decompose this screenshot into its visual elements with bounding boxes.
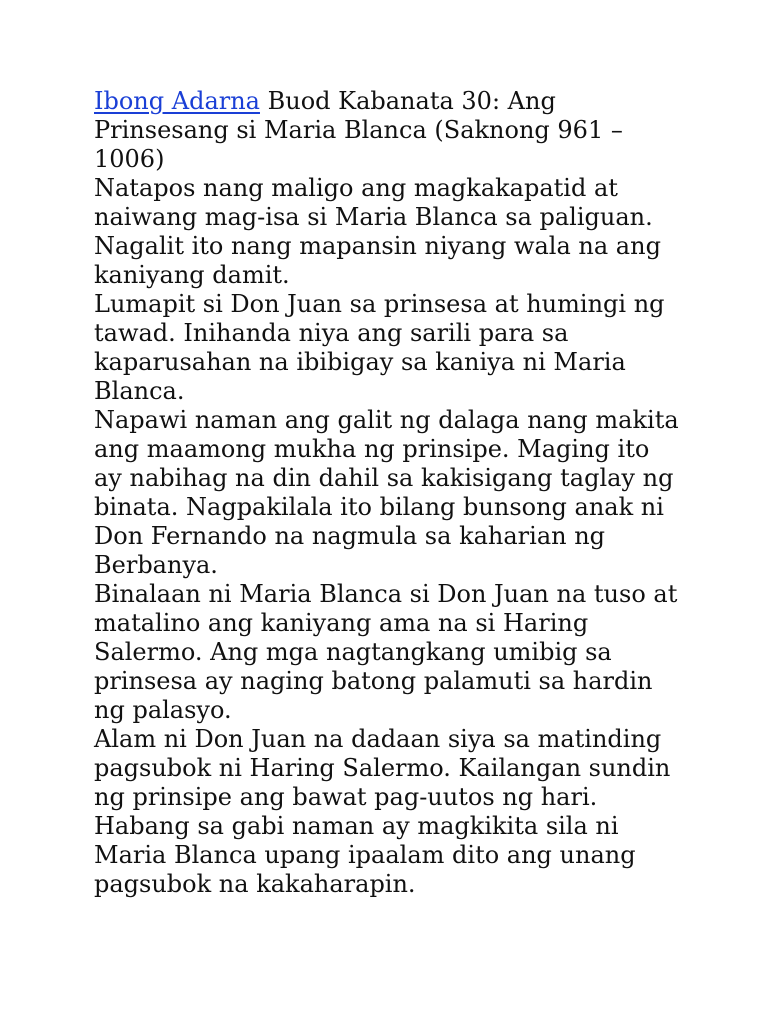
title-text: Buod Kabanata 30: Ang Prinsesang si Maria Blanca (Saknong 961 – 1006) [94, 87, 623, 173]
paragraph-5: Alam ni Don Juan na dadaan siya sa matinding pagsubok ni Haring Salermo. Kailangan sundin ng prinsipe ang bawat pag-uutos ng hari. [94, 725, 671, 811]
paragraph-4: Binalaan ni Maria Blanca si Don Juan na tuso at matalino ang kaniyang ama na si Haring Salermo. Ang mga nagtangkang umibig sa prinsesa ay naging batong palamuti sa hardin ng palasyo. [94, 580, 678, 724]
paragraph-6: Habang sa gabi naman ay magkikita sila ni Maria Blanca upang ipaalam dito ang unang pagsubok na kakaharapin. [94, 812, 636, 898]
document-body [94, 87, 684, 899]
document-title [94, 87, 684, 174]
paragraph-2: Lumapit si Don Juan sa prinsesa at humingi ng tawad. Inihanda niya ang sarili para sa kaparusahan na ibibigay sa kaniya ni Maria Blanca. [94, 290, 665, 405]
paragraph-3: Napawi naman ang galit ng dalaga nang makita ang maamong mukha ng prinsipe. Maging ito ay nabihag na din dahil sa kakisigang taglay ng binata. Nagpakilala ito bilang bunsong anak ni Don Fernando na nagmula sa kaharian ng Berbanya. [94, 406, 679, 579]
ibong-adarna-link[interactable]: Ibong Adarna [94, 87, 260, 115]
paragraph-1: Natapos nang maligo ang magkakapatid at naiwang mag-isa si Maria Blanca sa paliguan. Nagalit ito nang mapansin niyang wala na ang kaniyang damit. [94, 174, 661, 289]
